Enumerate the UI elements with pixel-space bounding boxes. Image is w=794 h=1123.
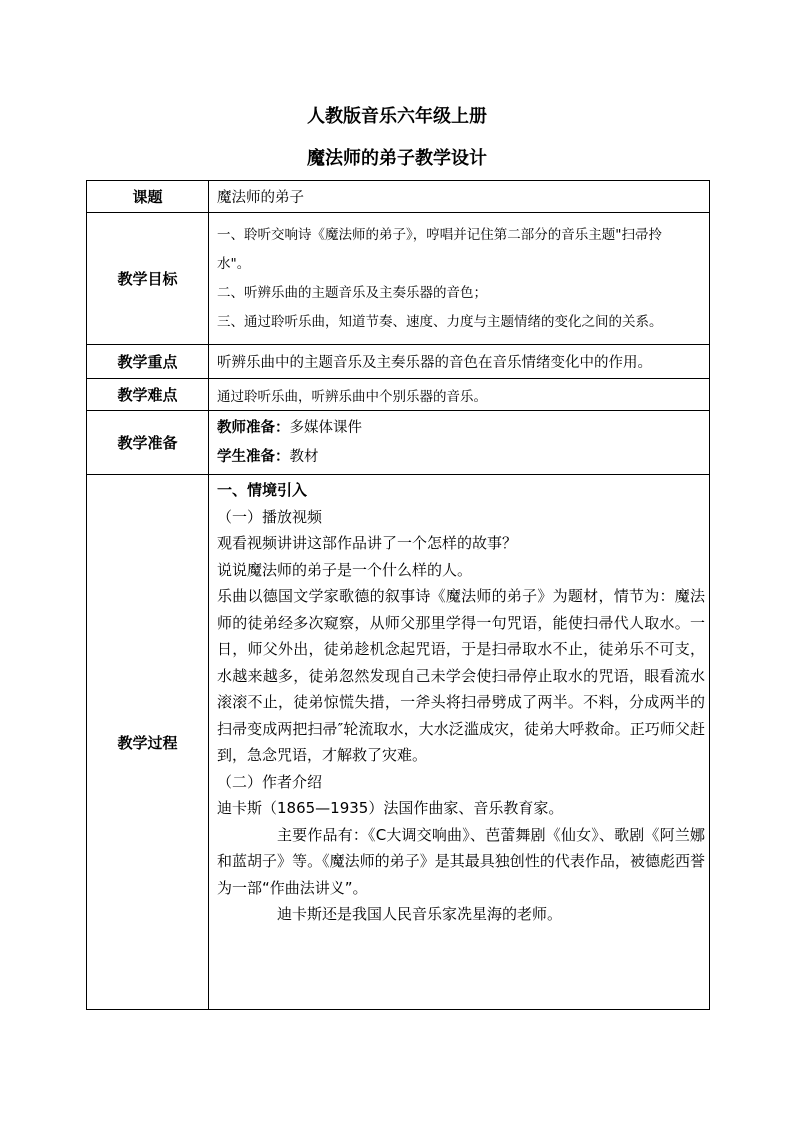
lesson-plan-table (86, 180, 710, 1010)
process-content (209, 475, 710, 1010)
key-points-row (87, 345, 710, 379)
difficulties-row (87, 379, 710, 411)
key-points-label: 教学重点 (87, 345, 209, 379)
process-label: 教学过程 (87, 475, 209, 1010)
document-title: 人教版音乐六年级上册 (307, 106, 487, 127)
teacher-preparation-value: 多媒体课件 (289, 419, 362, 436)
difficulties-label: 教学难点 (87, 379, 209, 411)
process-row (87, 475, 710, 1010)
student-preparation-value: 教材 (289, 448, 319, 465)
section-intro-heading: 一、情境引入 (217, 481, 308, 499)
author-note: 迪卡斯还是我国人民音乐家冼星海的老师。 (277, 905, 563, 923)
objectives-content (209, 213, 710, 345)
teacher-preparation (217, 414, 705, 443)
topic-value: 魔法师的弟子 (209, 181, 710, 213)
preparation-row (87, 411, 710, 475)
objective-line-3: 二、听辨乐曲的主题音乐及主奏乐器的音色； (217, 284, 487, 301)
subsection-author-heading: （二）作者介绍 (217, 772, 323, 791)
teacher-preparation-label: 教师准备： (217, 419, 290, 436)
objective-line-2: 水"。 (217, 255, 251, 272)
author-intro: 迪卡斯（1865—1935）法国作曲家、音乐教育家。 (217, 799, 564, 817)
key-points-value: 听辨乐曲中的主题音乐及主奏乐器的音色在音乐情绪变化中的作用。 (217, 355, 652, 371)
objective-line-1: 一、聆听交响诗《魔法师的弟子》，哼唱并记住第二部分的音乐主题"扫帚拎 (217, 226, 662, 243)
question-character: 说说魔法师的弟子是一个什么样的人。 (217, 560, 473, 579)
objective-line-4: 三、通过聆听乐曲，知道节奏、速度、力度与主题情绪的变化之间的关系。 (217, 313, 663, 330)
topic-row (87, 181, 710, 213)
preparation-content (209, 411, 710, 475)
story-paragraph: 乐曲以德国文学家歌德的叙事诗《魔法师的弟子》为题材，情节为：魔法师的徒弟经多次窥察，从师父那里学得一句咒语，能使扫帚代人取水。一日，师父外出，徒弟趁机念起咒语，于是扫帚取水不止，徒弟乐不可支，水越来越多，徒弟忽然发现自己未学会使扫帚停止取水的咒语，眼看流水滚滚不止，徒弟惊慌失措，一斧头将扫帚劈成了两半。不料，分成两半的扫帚变成两把扫帚″轮流取水，大水泛滥成灾，徒弟大呼救命。正巧师父赶到，急念咒语，才解救了灾难。 (217, 587, 705, 764)
objectives-row (87, 213, 710, 345)
question-story: 观看视频讲讲这部作品讲了一个怎样的故事？ (217, 534, 518, 552)
topic-label: 课题 (87, 181, 209, 213)
document-subtitle: 魔法师的弟子教学设计 (307, 148, 487, 169)
subsection-video-heading: （一）播放视频 (217, 507, 323, 526)
student-preparation (217, 443, 705, 472)
objectives-label: 教学目标 (87, 213, 209, 345)
student-preparation-label: 学生准备： (217, 448, 290, 465)
preparation-label: 教学准备 (87, 411, 209, 475)
difficulties-value: 通过聆听乐曲，听辨乐曲中个别乐器的音乐。 (217, 388, 487, 405)
author-works: 主要作品有：《C大调交响曲》、芭蕾舞剧《仙女》、歌剧《阿兰娜和蓝胡子》等。《魔法师的弟子》是其最具独创性的代表作品，被德彪西誉为一部“作曲法讲义”。 (217, 825, 705, 897)
